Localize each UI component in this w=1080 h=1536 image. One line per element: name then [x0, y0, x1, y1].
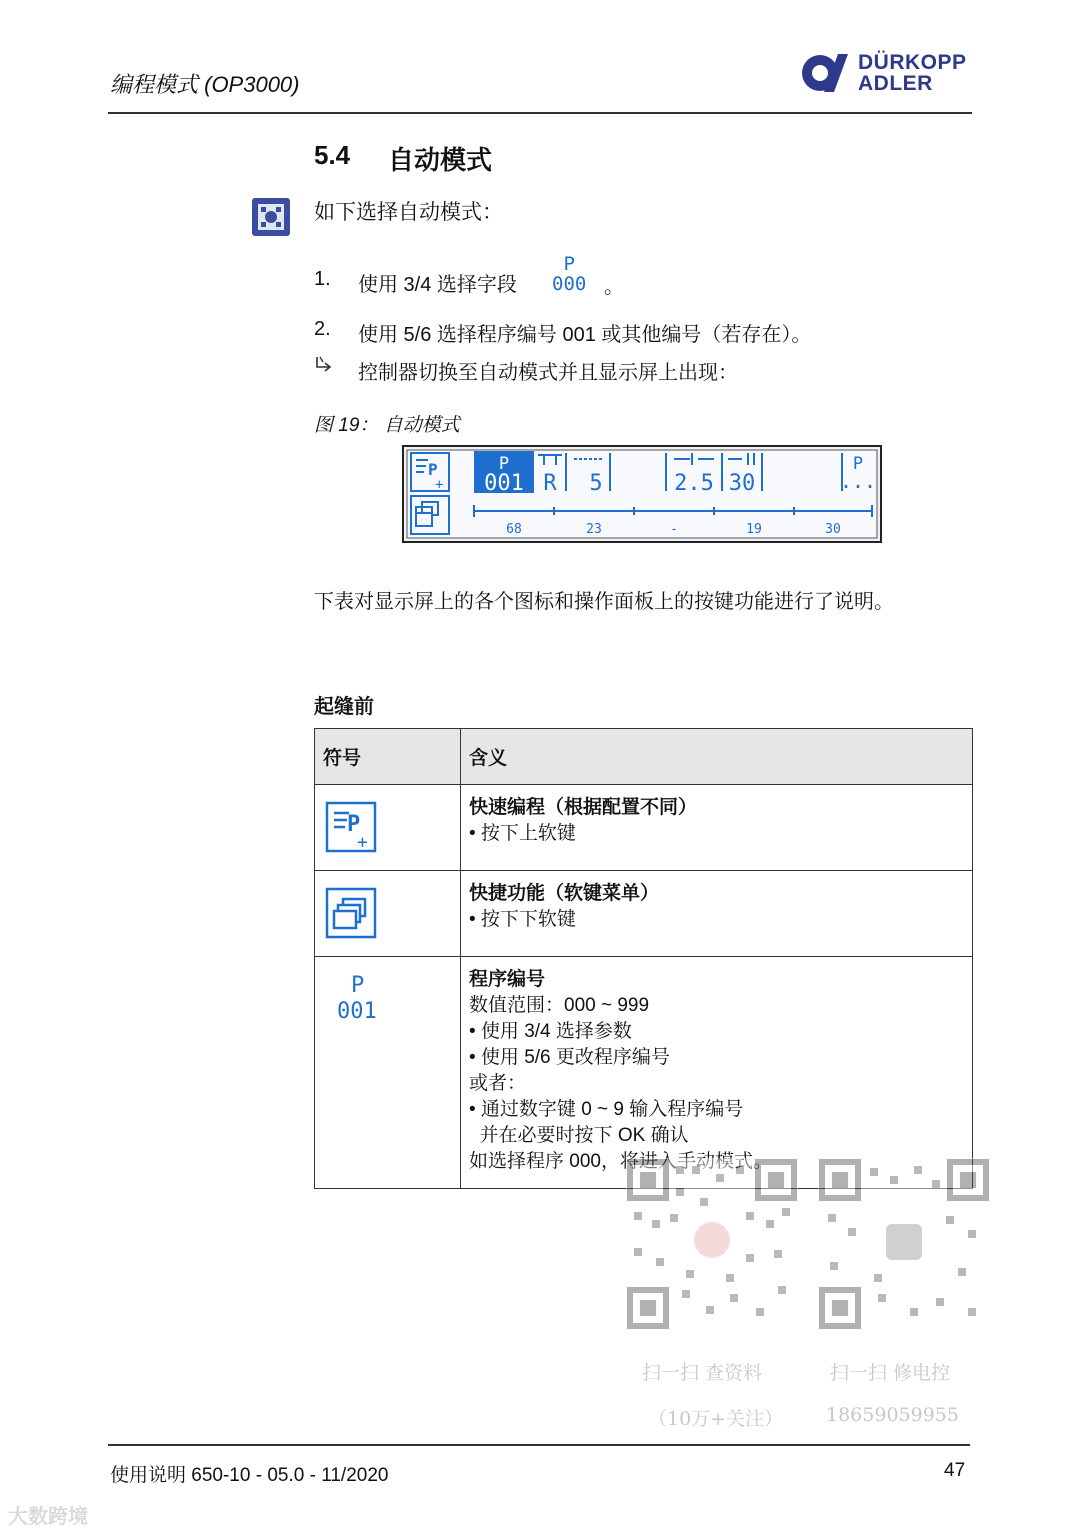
watermark-caption: 扫一扫 修电控: [830, 1362, 951, 1384]
svg-text:P: P: [428, 460, 438, 479]
header-title: 编程模式 (OP3000): [110, 72, 300, 97]
header-divider: [108, 112, 972, 114]
figure-caption: 图 19： 自动模式: [314, 415, 460, 436]
symbol-cell: [315, 871, 461, 957]
menu-key-icon: [252, 198, 290, 236]
program-number-icon: [337, 973, 452, 1025]
table-row: [315, 957, 973, 1189]
watermark-caption: 18659059955: [826, 1404, 959, 1426]
lcd-field-top: P: [852, 454, 864, 474]
step-text: 使用 3/4 选择字段: [358, 274, 517, 296]
lcd-scale-label: 30: [825, 522, 841, 537]
symbol-cell: [315, 957, 461, 1189]
lcd-field-value: 30: [728, 471, 756, 496]
result-text: 控制器切换至自动模式并且显示屏上出现：: [358, 362, 738, 384]
quick-program-icon: [325, 801, 377, 853]
lcd-field-value: 001: [484, 471, 524, 496]
section-number: 5.4: [314, 140, 351, 170]
result-arrow-icon: [314, 354, 336, 376]
meaning-line: • 使用 3/4 选择参数: [469, 1021, 632, 1042]
brand-logo-icon: [800, 52, 850, 94]
meaning-cell: [461, 871, 973, 957]
step-tail: 。: [604, 276, 624, 298]
lcd-field-value: 2.5: [674, 471, 714, 496]
lcd-scale-label: 23: [586, 522, 602, 537]
logo-text-line2: ADLER: [858, 72, 933, 95]
meaning-cell: [461, 957, 973, 1189]
watermark-caption: 扫一扫 查资料: [642, 1362, 763, 1384]
footer-document-id: 使用说明 650-10 - 05.0 - 11/2020: [110, 1465, 389, 1486]
qr-code-left: [626, 1158, 798, 1330]
watermark-caption: （10万+关注）: [648, 1408, 784, 1430]
table-header-row: [315, 729, 973, 785]
program-field-bottom: 000: [552, 273, 587, 295]
description-paragraph: 下表对显示屏上的各个图标和操作面板上的按键功能进行了说明。: [314, 591, 894, 613]
meaning-title: 快捷功能（软键菜单）: [469, 883, 660, 904]
step-text: 使用 5/6 选择程序编号 001 或其他编号（若存在）。: [358, 324, 812, 346]
program-field-icon: [552, 254, 586, 294]
meaning-title: 程序编号: [469, 969, 546, 990]
meaning-line: • 使用 5/6 更改程序编号: [469, 1047, 670, 1068]
table-header-symbol: 符号: [315, 729, 461, 785]
page-number: 47: [944, 1460, 966, 1481]
meaning-line: 并在必要时按下 OK 确认: [469, 1125, 689, 1146]
svg-text:+: +: [357, 832, 368, 853]
lcd-field-top: P: [498, 454, 510, 474]
lcd-scale-label: 68: [506, 522, 522, 537]
lcd-field-value: R: [543, 471, 557, 496]
meaning-line: • 按下上软键: [469, 823, 576, 844]
lcd-scale-label: 19: [746, 522, 762, 537]
meaning-cell: [461, 785, 973, 871]
lcd-scale-label: -: [670, 522, 678, 537]
intro-text: 如下选择自动模式：: [314, 201, 503, 224]
table-row: [315, 785, 973, 871]
brand-logo: [800, 52, 975, 98]
meaning-title: 快速编程（根据配置不同）: [469, 797, 698, 818]
lcd-field-value: 5: [589, 471, 603, 496]
step-number: 1.: [314, 268, 331, 290]
step-number: 2.: [314, 318, 331, 340]
meaning-line: • 通过数字键 0 ~ 9 输入程序编号: [469, 1099, 744, 1120]
table-row: [315, 871, 973, 957]
lcd-display: [402, 445, 882, 543]
table-header-meaning: 含义: [461, 729, 973, 785]
program-number-bottom: 001: [337, 999, 377, 1024]
program-number-top: P: [351, 973, 365, 998]
logo-text-line1: DÜRKOPP: [858, 51, 967, 74]
program-field-top: P: [563, 253, 575, 275]
svg-text:P: P: [347, 812, 361, 837]
svg-text:+: +: [435, 477, 444, 493]
subheading: 起缝前: [314, 696, 374, 718]
symbol-cell: [315, 785, 461, 871]
shortcut-menu-icon: [325, 887, 377, 939]
meaning-line: 或者：: [469, 1073, 527, 1094]
qr-code-right: [818, 1158, 990, 1330]
meaning-line: 数值范围：000 ~ 999: [469, 995, 650, 1016]
lcd-field-value: ...: [839, 469, 877, 493]
footer-divider: [108, 1444, 970, 1446]
meaning-line: 如选择程序 000，将进入手动模式。: [469, 1151, 772, 1172]
meaning-line: • 按下下软键: [469, 909, 576, 930]
legend-table: [314, 728, 973, 1189]
corner-watermark: 大数跨境: [8, 1506, 88, 1528]
section-title: 自动模式: [388, 145, 493, 175]
